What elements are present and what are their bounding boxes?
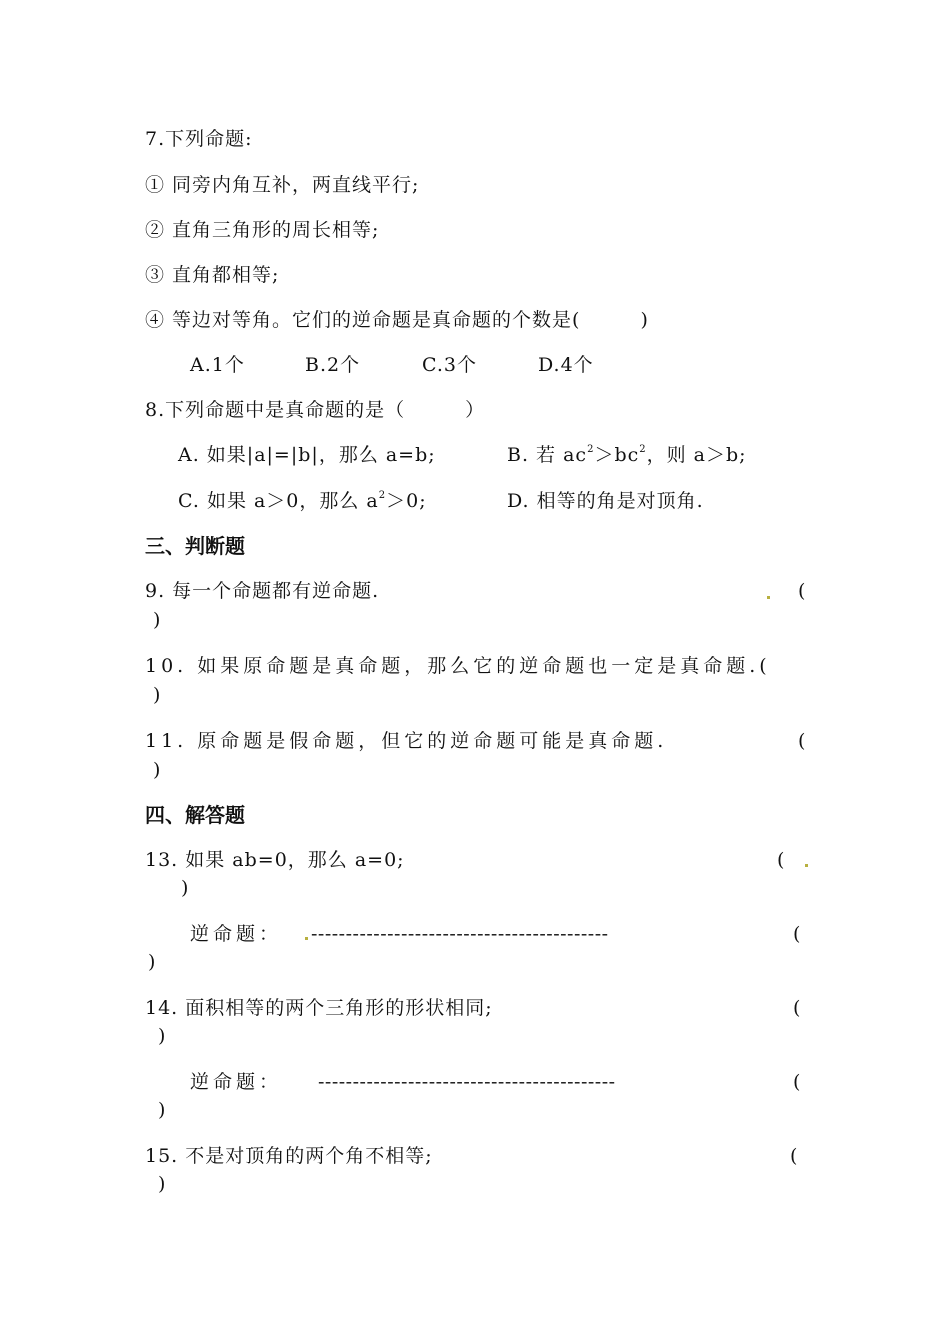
- q15-paren-open: (: [790, 1145, 799, 1167]
- q8-option-d: D. 相等的角是对顶角.: [507, 490, 704, 512]
- q13-converse-blank[interactable]: -------------------------------------------: [311, 923, 609, 945]
- q8-option-b-post: ，则 a＞b;: [646, 444, 747, 466]
- q7-item-1: ① 同旁内角互补，两直线平行;: [145, 174, 420, 196]
- q7-option-a: A.1个: [190, 354, 245, 376]
- q9-paren-open: (: [798, 580, 807, 602]
- q8-option-c-pre: C. 如果 a＞0，那么 a: [178, 490, 379, 512]
- q15-paren-close: ): [158, 1173, 167, 1195]
- q14-converse-blank[interactable]: -------------------------------------------: [318, 1071, 616, 1093]
- q13-text: 13. 如果 ab=0，那么 a=0;: [145, 849, 405, 871]
- q8-stem: 8.下列命题中是真命题的是（ ）: [145, 399, 486, 421]
- q13-converse-paren-open: (: [793, 923, 802, 945]
- q11-paren-close: ): [153, 759, 162, 781]
- q13-converse-paren-close: ): [148, 951, 157, 973]
- q8-option-c-sup: 2: [378, 490, 387, 501]
- scan-speck: [805, 864, 808, 867]
- q8-option-b-pre: B. 若 ac: [507, 444, 588, 466]
- q14-paren-open: (: [793, 997, 802, 1019]
- q8-option-c: [178, 489, 427, 513]
- scan-speck: [305, 937, 308, 940]
- q7-item-4: ④ 等边对等角。它们的逆命题是真命题的个数是( ): [145, 309, 649, 331]
- q11-paren-open: (: [798, 730, 807, 752]
- q8-option-b-mid: ＞bc: [594, 444, 640, 466]
- q8-option-b: [507, 443, 747, 467]
- q13-paren-open: (: [777, 849, 786, 871]
- scan-speck: [767, 596, 770, 599]
- q15-text: 15. 不是对顶角的两个角不相等;: [145, 1145, 433, 1167]
- q7-item-3: ③ 直角都相等;: [145, 264, 280, 286]
- q9-text: 9. 每一个命题都有逆命题.: [145, 580, 380, 602]
- q13-paren-close: ): [181, 877, 190, 899]
- q13-converse-label: 逆命题：: [190, 923, 283, 945]
- q8-option-b-sup1: 2: [587, 444, 595, 455]
- q7-option-c: C.3个: [422, 354, 477, 376]
- q11-text: 11. 原命题是假命题，但它的逆命题可能是真命题.: [145, 730, 668, 752]
- q7-stem: 7.下列命题:: [145, 128, 253, 150]
- q7-option-d: D.4个: [538, 354, 594, 376]
- q14-text: 14. 面积相等的两个三角形的形状相同;: [145, 997, 493, 1019]
- q10-paren-close: ): [153, 684, 162, 706]
- q8-option-b-sup2: 2: [639, 444, 647, 455]
- q8-option-a: A. 如果|a|=|b|，那么 a=b;: [178, 444, 436, 466]
- q14-paren-close: ): [158, 1025, 167, 1047]
- q14-converse-label: 逆命题：: [190, 1071, 283, 1093]
- q10-text: 10. 如果原命题是真命题，那么它的逆命题也一定是真命题.(: [145, 655, 771, 677]
- q9-paren-close: ): [153, 609, 162, 631]
- section-judgement-heading: 三、判断题: [145, 534, 245, 558]
- q8-option-c-post: ＞0;: [386, 490, 427, 512]
- q14-converse-paren-open: (: [793, 1071, 802, 1093]
- q7-item-2: ② 直角三角形的周长相等;: [145, 219, 380, 241]
- q7-option-b: B.2个: [305, 354, 361, 376]
- section-answer-heading: 四、解答题: [145, 803, 245, 827]
- q14-converse-paren-close: ): [158, 1099, 167, 1121]
